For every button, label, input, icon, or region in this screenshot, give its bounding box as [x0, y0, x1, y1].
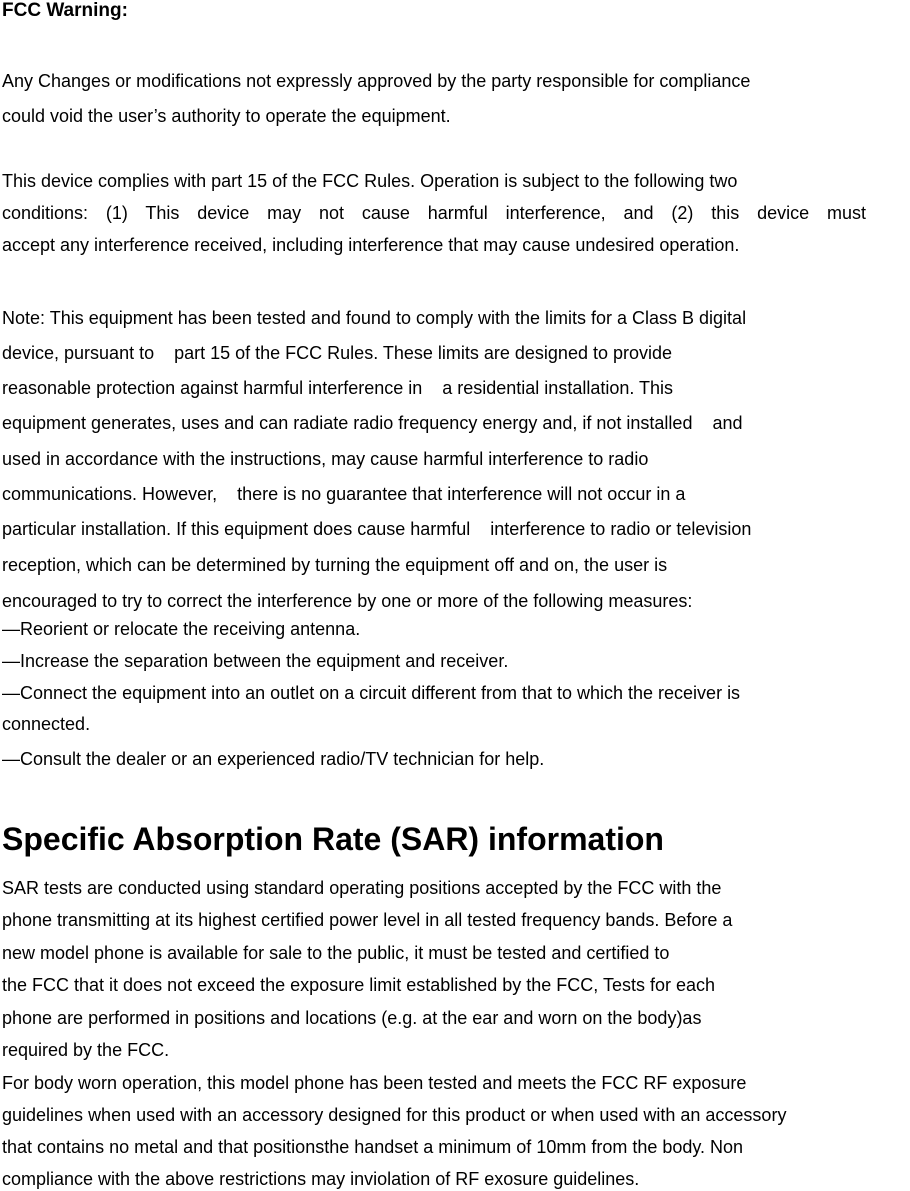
sar-line: phone are performed in positions and locations (e.g. at the ear and worn on the body)as	[2, 1008, 702, 1028]
note-line: reception, which can be determined by turning the equipment off and on, the user is	[2, 555, 668, 575]
sar-line: that contains no metal and that positionsthe handset a minimum of 10mm from the body. Non	[2, 1137, 744, 1157]
sar-line: new model phone is available for sale to the public, it must be tested and certified to	[2, 943, 670, 963]
sar-line: required by the FCC.	[2, 1040, 170, 1060]
measure-line: —Connect the equipment into an outlet on a circuit different from that to which the receiver is	[2, 683, 741, 703]
sar-line: For body worn operation, this model phone has been tested and meets the FCC RF exposure	[2, 1073, 747, 1093]
changes-line: Any Changes or modifications not expressly approved by the party responsible for compliance	[2, 71, 751, 91]
sar-line: compliance with the above restrictions may inviolation of RF exosure guidelines.	[2, 1169, 640, 1189]
sar-line: guidelines when used with an accessory designed for this product or when used with an accessory	[2, 1105, 787, 1125]
sar-line: phone transmitting at its highest certified power level in all tested frequency bands. Before a	[2, 910, 733, 930]
measure-line: —Consult the dealer or an experienced radio/TV technician for help.	[2, 749, 545, 769]
note-line: encouraged to try to correct the interference by one or more of the following measures:	[2, 591, 693, 611]
measure-line: —Increase the separation between the equipment and receiver.	[2, 651, 509, 671]
sar-line: SAR tests are conducted using standard operating positions accepted by the FCC with the	[2, 878, 722, 898]
compliance-line: This device complies with part 15 of the FCC Rules. Operation is subject to the following two	[2, 171, 738, 191]
compliance-line: conditions: (1) This device may not cause harmful interference, and (2) this device must	[2, 203, 866, 223]
note-line: reasonable protection against harmful interference in a residential installation. This	[2, 378, 674, 398]
fcc-warning-title: FCC Warning:	[2, 0, 128, 21]
sar-title: Specific Absorption Rate (SAR) information	[2, 821, 664, 857]
note-line: used in accordance with the instructions, may cause harmful interference to radio	[2, 449, 649, 469]
note-line: device, pursuant to part 15 of the FCC Rules. These limits are designed to provide	[2, 343, 673, 363]
note-line: communications. However, there is no guarantee that interference will not occur in a	[2, 484, 686, 504]
note-line: particular installation. If this equipment does cause harmful interference to radio or television	[2, 519, 752, 539]
sar-line: the FCC that it does not exceed the exposure limit established by the FCC, Tests for each	[2, 975, 716, 995]
note-line: equipment generates, uses and can radiate radio frequency energy and, if not installed and	[2, 413, 743, 433]
measure-line: —Reorient or relocate the receiving antenna.	[2, 619, 361, 639]
changes-line: could void the user’s authority to operate the equipment.	[2, 106, 451, 126]
compliance-line: accept any interference received, including interference that may cause undesired operation.	[2, 235, 740, 255]
note-line: Note: This equipment has been tested and found to comply with the limits for a Class B digital	[2, 308, 747, 328]
measure-line: connected.	[2, 714, 91, 734]
